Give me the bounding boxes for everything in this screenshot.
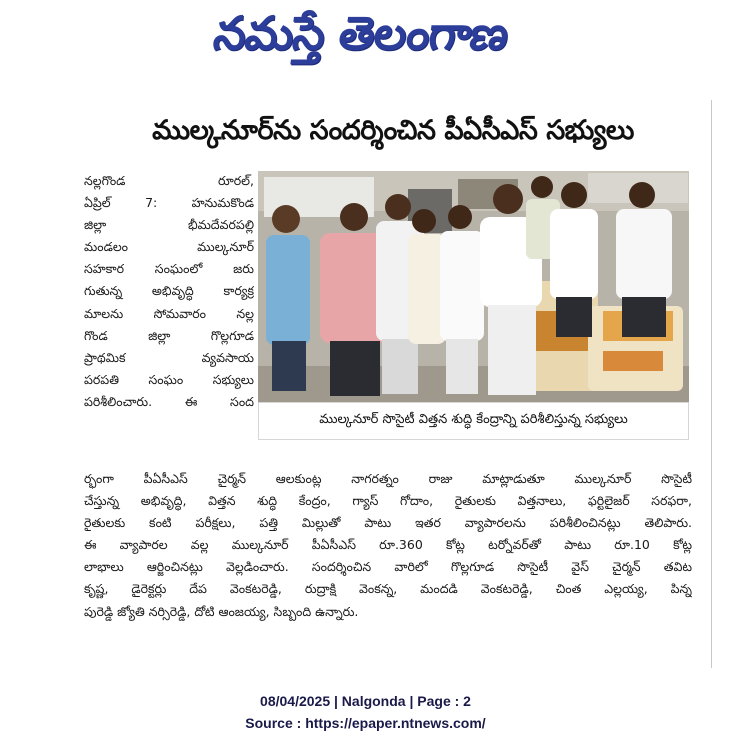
news-photo [258, 171, 689, 402]
body-line: రైతులకు కంటి పరీక్షలు, పత్తి మిల్లుతో పాటు ఇతర వ్యాపారలను పరిశీలించినట్లు తెలిపారు. [84, 515, 692, 531]
body-line: ఈ వ్యాపారల వల్ల ముల్కనూర్ పీఏసీఎస్ రూ.360 కోట్ల టర్నోవర్‌తో పాటు రూ.10 కోట్ల [84, 537, 692, 553]
lead-line: మాలను సోమవారం నల్ల [84, 305, 254, 321]
body-line: ర్భంగా పీఏసీఎస్ చైర్మన్ ఆలకుంట్ల నాగరత్నం రాజు మాట్లాడుతూ ముల్కనూర్ సొసైటీ [84, 471, 692, 486]
body-line: కృష్ణ, డైరెక్టర్లు దేప వెంకటరెడ్డి, రుద్రాక్షి వెంకన్న, మందడి వెంకటరెడ్డి, చింత ఎల్లయ్య, పిన్న [84, 581, 692, 597]
lead-line: గొండ జిల్లా గొల్లగూడ [84, 327, 254, 343]
footer-source-link[interactable]: Source : https://epaper.ntnews.com/ [245, 715, 486, 731]
body-line: చేస్తున్న అభివృద్ధి, విత్తన శుద్ధి కేంద్రం, గ్యాస్ గోదాం, రైతులకు విత్తనాలు, ఫర్టిలైజర్ సరఫరా, [84, 493, 692, 509]
masthead-title: నమస్తే తెలంగాణ [210, 6, 512, 60]
lead-line: పరిశీలించారు. ఈ సంద [84, 393, 254, 409]
article-body [84, 468, 692, 623]
lead-line: పరపతి సంఘం సభ్యులు [84, 371, 254, 387]
photo-caption: ముల్కనూర్ సొసైటీ విత్తన శుద్ధి కేంద్రాన్ని పరిశీలిస్తున్న సభ్యులు [258, 402, 689, 440]
footer [0, 690, 731, 734]
lead-line: జిల్లా భీమదేవరపల్లి [84, 217, 254, 233]
lead-line: నల్లగొండ రూరల్, [84, 173, 254, 188]
footer-date-edition: 08/04/2025 | Nalgonda | Page : 2 [260, 693, 471, 709]
lead-line: ప్రాథమిక వ్యవసాయ [84, 349, 254, 365]
body-line: పురెడ్డి జ్యోతి నర్సిరెడ్డి, దోటి ఆంజయ్య, సిబ్బంది ఉన్నారు. [84, 603, 359, 619]
lead-line: మండలం ముల్కనూర్ [84, 239, 254, 255]
lead-line: ఏప్రిల్ 7: హనుమకొండ [84, 195, 254, 211]
lead-line: సహకార సంఘంలో జరు [84, 261, 254, 277]
lead-line: గుతున్న అభివృద్ధి కార్యక్ర [84, 283, 254, 299]
lead-column [84, 170, 254, 413]
article-headline: ముల్కనూర్‌ను సందర్శించిన పీఏసీఎస్ సభ్యులు [152, 115, 634, 146]
body-line: లాభాలు ఆర్జించినట్లు వెల్లడించారు. సందర్శించిన వారిలో గొల్లగూడ సొసైటీ వైస్ చైర్మన్ తవిట [84, 559, 692, 575]
